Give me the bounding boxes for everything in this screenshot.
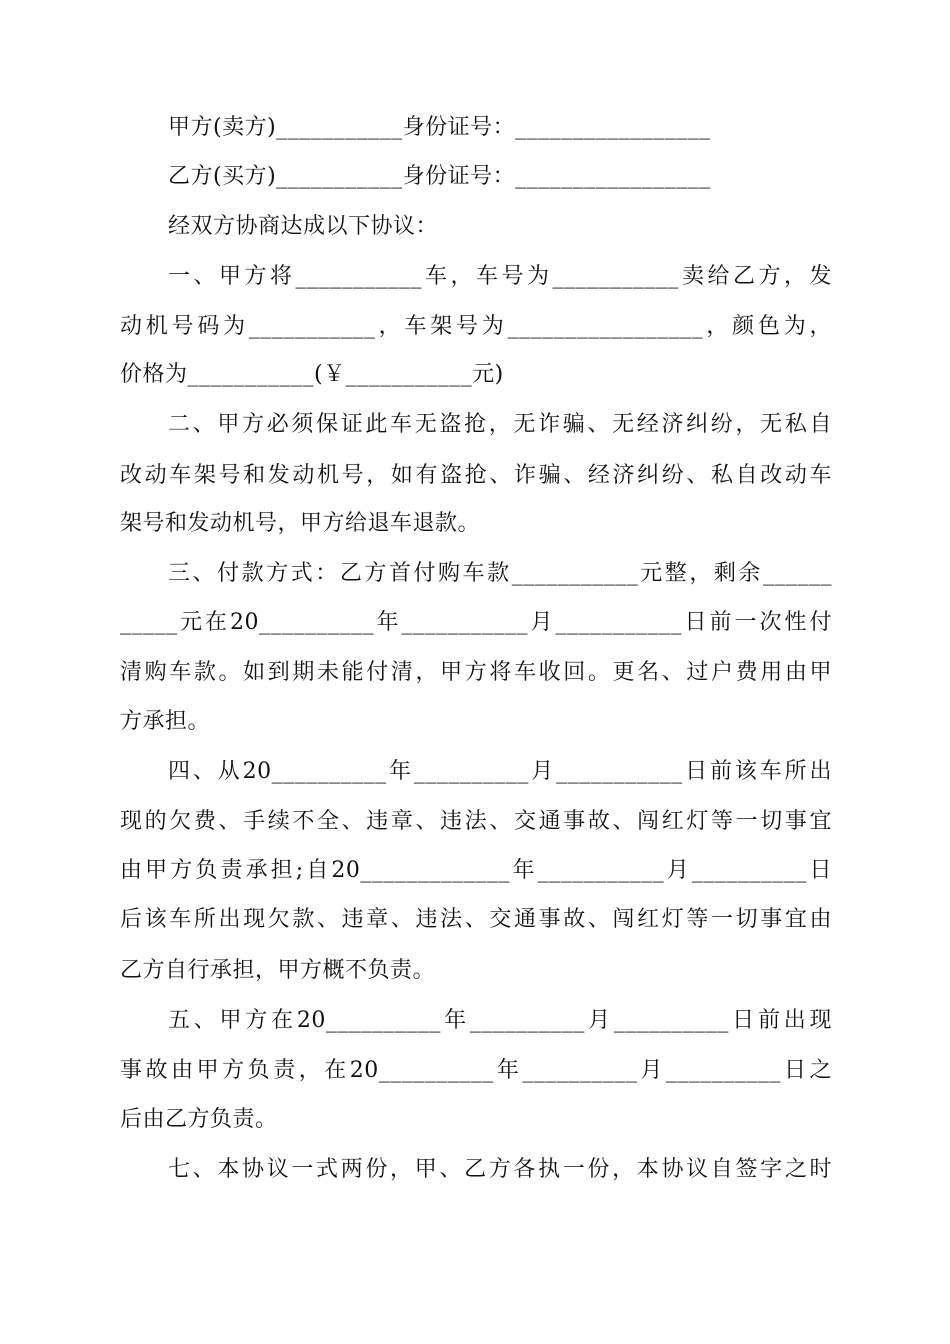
clause-4-line-5: 乙方自行承担，甲方概不负责。 xyxy=(120,958,436,983)
clause-1-line-2: 动机号码为___________，车架号为_________________，颜色为， xyxy=(120,314,832,339)
clause-3-line-4: 方承担。 xyxy=(120,709,211,734)
clause-1-line-3: 价格为___________(￥___________元) xyxy=(120,362,504,387)
clause-4-line-4: 后该车所出现欠款、违章、违法、交通事故、闯红灯等一切事宜由 xyxy=(120,907,832,932)
clause-3-line-1: 三、付款方式：乙方首付购车款___________元整，剩余______ xyxy=(168,561,832,586)
party-b-line: 乙方(买方)___________身份证号：_________________ xyxy=(168,164,711,189)
clause-4-line-1: 四、从20__________年__________月___________日前该车所出 xyxy=(168,759,832,784)
clause-3-line-3: 清购车款。如到期未能付清，甲方将车收回。更名、过户费用由甲 xyxy=(120,660,832,685)
clause-4-line-3: 由甲方负责承担;自20_____________年___________月__________日 xyxy=(120,858,832,883)
clause-5-line-2: 事故由甲方负责，在20__________年__________月__________日之 xyxy=(120,1058,832,1083)
clause-2-line-1: 二、甲方必须保证此车无盗抢，无诈骗、无经济纠纷，无私自 xyxy=(168,412,832,437)
clause-4-line-2: 现的欠费、手续不全、违章、违法、交通事故、闯红灯等一切事宜 xyxy=(120,809,832,834)
agreement-intro: 经双方协商达成以下协议： xyxy=(168,214,439,239)
clause-3-line-2: _____元在20__________年___________月___________日前一次性付 xyxy=(120,610,832,635)
clause-7-line-1: 七、本协议一式两份，甲、乙方各执一份，本协议自签字之时 xyxy=(168,1157,832,1182)
clause-5-line-3: 后由乙方负责。 xyxy=(120,1107,278,1132)
clause-1-line-1: 一、甲方将___________车，车号为___________卖给乙方，发 xyxy=(168,264,832,289)
clause-2-line-2: 改动车架号和发动机号，如有盗抢、诈骗、经济纠纷、私自改动车 xyxy=(120,463,832,488)
party-a-line: 甲方(卖方)___________身份证号：_________________ xyxy=(168,115,711,140)
clause-2-line-3: 架号和发动机号，甲方给退车退款。 xyxy=(120,511,481,536)
clause-5-line-1: 五、甲方在20__________年__________月__________日前出现 xyxy=(168,1008,832,1033)
